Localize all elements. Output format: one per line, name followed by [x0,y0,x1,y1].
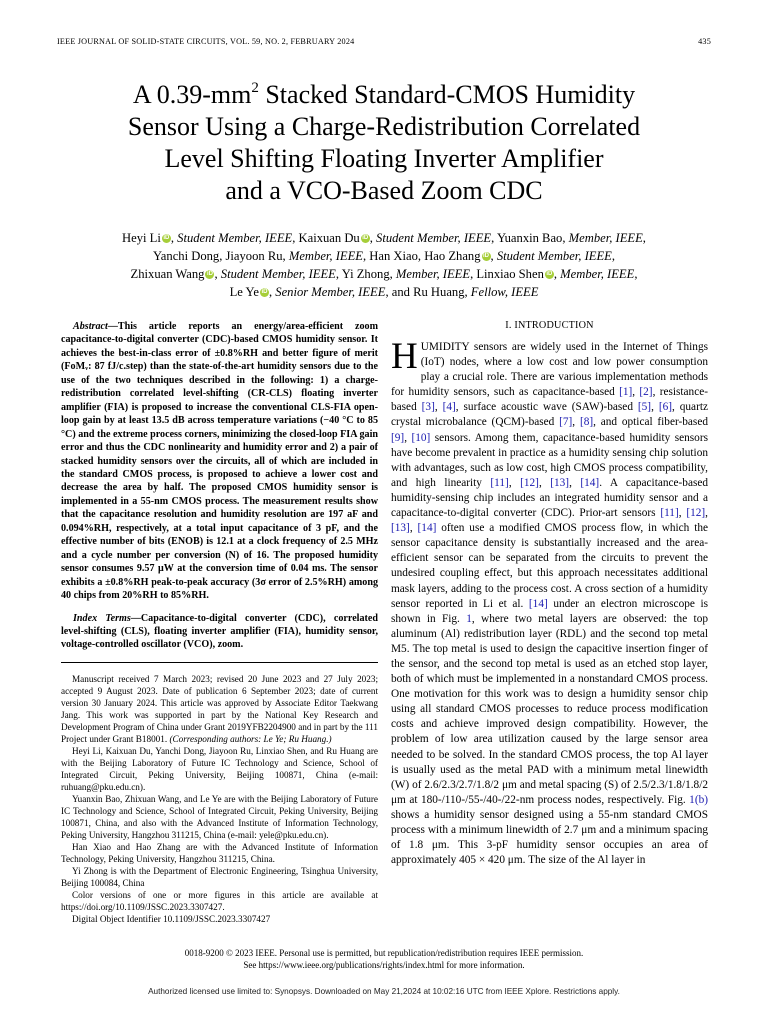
license-notice: Authorized licensed use limited to: Synopsys. Downloaded on May 21,2024 at 10:02:16 UTC from IEEE Xplore. Restrictions apply. [148,987,620,996]
author-name: Kaixuan Du [298,231,360,245]
citation-link[interactable]: [10] [411,431,431,444]
copyright-line: 0018-9200 © 2023 IEEE. Personal use is permitted, but republication/redistribution requires IEEE permission. [184,948,584,958]
footnote-affiliation: Heyi Li, Kaixuan Du, Yanchi Dong, Jiayoon Ru, Linxiao Shen, and Ru Huang are with the Beijing Laboratory of Future IC Technology and Science, School of Integrated Circuit, Peking University, Beijing 100871, China (e-mail: ruhuang@pku.edu.cn). [61,745,378,792]
author-role: Member, IEEE [395,267,471,281]
right-column [391,320,708,868]
author-name: Hao Zhang [424,249,481,263]
rights-line: See https://www.ieee.org/publications/rights/index.html for more information. [243,960,525,970]
orcid-icon[interactable]: iD [546,271,553,277]
author-name: Han Xiao [369,249,418,263]
page-number: 435 [698,37,711,46]
footnote-text: Manuscript received 7 March 2023; revised 20 June 2023 and 27 July 2023; accepted 9 August 2023. Date of publication 6 September 2023; date of current version 30 January 2024. This article was approved by Associate Editor Taekwang Jang. This work was supported in part by the National Key Research and Development Program of China under Grant 2019YFB2204900 and in part by the 111 Project under Grant B18001. [61,673,378,744]
footnotes [61,673,378,925]
orcid-icon[interactable]: iD [163,235,170,241]
citation-link[interactable]: [2] [639,386,653,399]
footnote-manuscript [61,673,378,745]
citation-link[interactable]: [7] [559,416,573,429]
journal-header: IEEE JOURNAL OF SOLID-STATE CIRCUITS, VOL. 59, NO. 2, FEBRUARY 2024 [57,37,355,46]
footnote-color-versions: Color versions of one or more figures in this article are available at https://doi.org/10.1109/JSSC.2023.3307427. [61,889,378,912]
author-list: Heyi Li iD , Student Member, IEEE, Kaixuan Du iD , Student Member, IEEE, Yuanxin Bao, Member, IEEE, Yanchi Dong, Jiayoon Ru, Member, IEEE, Han Xiao, Hao Zhang iD , Student Member, IEEE, Zhixuan Wang iD , Student Member, IEEE, Yi Zhong, Member, IEEE, Linxiao Shen iD , Member, IEEE, Le Ye iD , Senior Member, IEEE, and Ru Huang, Fellow, IEEE [122,231,646,299]
introduction-text: HUMIDITY sensors are widely used in the Internet of Things (IoT) nodes, where a low cost and low power consumption play a crucial role. There are various implementation methods for humidity sensors, such as capacitance-based [1], [2], resistance-based [3], [4], surface acoustic wave (SAW)-based [5], [6], quartz crystal microbalance (QCM)-based [7], [8], and optical fiber-based [9], [10] sensors. Among them, capacitance-based humidity sensors have become prevalent in practice as a humidity sensing chip solution with advantages, such as low cost, high CMOS process compatibility, and high linearity [11], [12], [13], [14]. A capacitance-based humidity-sensing chip includes an integrated humidity sensor and a capacitance-to-digital converter (CDC). Prior-art sensors [11], [12], [13], [14] often use a modified CMOS process flow, in which the sensor capacitance density is substantially increased and the area-efficient sensor can be separated from the circuits to prevent the undesired coupling effect, but this approach necessitates additional mask layers, adding to the process cost. A cross section of a humidity sensor reported in Li et al. [14] under an electron microscope is shown in Fig. 1, where two metal layers are observed: the top aluminum (Al) redistribution layer (RDL) and the second top metal M5. The top metal is used to design the capacitive insertion finger of the sensor, and the second top metal is used as an etched stop layer, both of which must be implemented in a nonstandard CMOS process. One motivation for this work was to design a humidity sensor chip using all standard CMOS processes to reduce process modification costs and achieve improved design compatibility. However, the problem of low area utilization caused by the large sensor area needed to be solved. In the standard CMOS process, the top Al layer is usually used as the metal PAD with a minimum metal linewidth (W) of 2.6/2.3/2.7/1.8/2 μm and metal spacing (S) of 2.5/2.3/1.8/1.8/2 μm at 180-/110-/55-/40-/22-nm process nodes, respectively. Fig. 1(b) shows a humidity sensor designed using a 55-nm standard CMOS process with a minimum linewidth of 2.7 μm and a minimum spacing of 1.8 μm. This 3-pF humidity sensor occupies an area of approximately 405 × 420 μm. The size of the Al layer in [391,336,709,867]
left-column [61,320,378,925]
abstract-lead: Abstract [73,321,108,332]
index-terms [61,612,378,652]
citation-link[interactable]: [3] [421,401,435,414]
copyright-notice [60,947,708,971]
body-text: often use a modified CMOS process flow, in which the sensor capacitance density is substantially increased and the area-efficient sensor can be separated from the circuits to prevent the undesired coupling effect, but this approach necessitates additional mask layers, adding to the process cost. A cross section of a humidity sensor reported in Li et al. [391,522,708,610]
title-line-3: Level Shifting Floating Inverter Amplifier [164,144,604,173]
author-role: Student Member, IEEE [376,231,492,245]
body-text: , quartz crystal microbalance (QCM)-based [391,401,708,429]
orcid-icon[interactable]: iD [362,235,369,241]
citation-link[interactable]: [12] [686,507,706,520]
orcid-icon[interactable]: iD [206,271,213,277]
citation-link[interactable]: [11] [490,476,509,489]
corresponding-authors: (Corresponding authors: Le Ye; Ru Huang.) [169,733,332,744]
footnote-affiliation: Han Xiao and Hao Zhang are with the Advanced Institute of Information Technology, Peking University, Hangzhou 311215, China. [61,841,378,864]
footnote-affiliation: Yuanxin Bao, Zhixuan Wang, and Le Ye are with the Beijing Laboratory of Future IC Technology and Science, School of Integrated Circuit, Peking University, Beijing 100871, China, and also with the Advanced Institute of Information Technology, Peking University, Hangzhou 311215, China (e-mail: yele@pku.edu.cn). [61,793,378,840]
author-name: Heyi Li [122,231,161,245]
body-text: UMIDITY sensors are widely used in the Internet of Things (IoT) nodes, where a low cost and low power consumption play a crucial role. There are various implementation methods for humidity sensors, such as capacitance-based [391,341,708,399]
citation-link[interactable]: [5] [637,401,652,414]
paper-title [60,79,708,207]
author-name: Linxiao Shen [476,267,544,281]
citation-link[interactable]: [1] [619,386,633,399]
title-line-1-post: Stacked Standard-CMOS Humidity [258,80,636,109]
author-role: Fellow, IEEE [470,285,539,299]
author-role: Student Member, IEEE [177,231,293,245]
citation-link[interactable]: [14] [580,476,600,489]
body-text: shows a humidity sensor designed using a 55-nm standard CMOS process with a minimum linewidth of 2.7 μm and a minimum spacing of 1.8 μm. This 3-pF humidity sensor occupies an area of approximately 405 × 420 μm. The size of the Al layer in [391,808,708,867]
citation-link[interactable]: [11] [660,507,679,520]
body-text: under an electron microscope is shown in Fig. [391,597,708,625]
body-text: , and optical fiber-based [593,416,708,429]
footnote-affiliation: Yi Zhong is with the Department of Electronic Engineering, Tsinghua University, Beijing 100084, China [61,865,378,888]
citation-link[interactable]: [14] [528,597,548,610]
author-name: Le Ye [229,285,259,299]
index-terms-lead: Index Terms [73,612,131,624]
citation-link[interactable]: [12] [520,476,539,489]
author-role: Member, IEEE [568,231,643,245]
footnote-doi: Digital Object Identifier 10.1109/JSSC.2023.3307427 [72,913,271,924]
author-name: Zhixuan Wang [130,267,205,281]
body-text: , surface acoustic wave (SAW)-based [455,401,638,414]
title-superscript: 2 [251,80,259,96]
footnote-divider [61,662,378,663]
body-text: sensors. Among them, capacitance-based humidity sensors have become prevalent in practice as a humidity sensing chip solution with advantages, such as low cost, high CMOS process compatibility, and high linearity [391,431,708,489]
section-heading: I. INTRODUCTION [505,320,594,331]
body-text: . A capacitance-based humidity-sensing chip includes an integrated humidity sensor and a capacitance-to-digital converter (CDC). Prior-art sensors [391,476,709,520]
citation-link[interactable]: [6] [658,401,673,414]
drop-cap: H [391,336,418,377]
orcid-icon[interactable]: iD [483,253,490,259]
body-text: , resistance-based [391,386,708,414]
author-name: Yi Zhong [341,267,390,281]
abstract-text: —This article reports an energy/area-efficient zoom capacitance-to-digital converter (CDC)-based CMOS humidity sensor. It achieves the best-in-class error of ±0.8%RH and better figure of merit (FoMᵥ: 87 fJ/c.step) than the state-of-the-art humidity sensors due to the use of the two techniques described in the following: 1) a charge-redistribution correlated level-shifting (CR-CLS) floating inverter amplifier (FIA) is proposed to increase the conventional CLS-FIA open-loop gain by at least 13.5 dB across temperature variations (−40 °C to 85 °C) and the extreme process corners, minimizing the closed-loop FIA gain error and thus the CDC nonlinearity and humidity error and 2) a pair of stacked humidity sensors over the circuits, all of which are included in the standard CMOS process, is proposed to achieve a lower cost and decrease the area by half. The proposed CMOS humidity sensor is implemented in a 55-nm CMOS process. The measurement results show that the capacitance resolution and humidity resolution are 197 aF and 0.094%RH, respectively, at a total input capacitance of 3 pF, and the effective number of bits (ENOB) is 12.1 at a clock frequency of 2.5 MHz and a cycle number per conversion (N) of 16. The proposed humidity sensor consumes 9.57 μW at the conversion time of 0.04 ms. The sensor exhibits a ±0.8%RH peak-to-peak accuracy (3σ error of 2.5%RH) among 40 chips from 20%RH to 85%RH. [61,321,378,602]
title-line-4: and a VCO-Based Zoom CDC [225,176,543,205]
author-name: Ru Huang [413,285,465,299]
author-name: Yuanxin Bao [496,231,563,245]
author-role: Student Member, IEEE [220,267,336,281]
author-role: Senior Member, IEEE [275,285,386,299]
citation-link[interactable]: [14] [417,522,437,535]
abstract [61,320,378,603]
running-header [57,37,711,49]
author-name: Jiayoon Ru [225,249,283,263]
author-role: Member, IEEE [560,267,635,281]
citation-link[interactable]: [8] [579,416,594,429]
title-line-2: Sensor Using a Charge-Redistribution Correlated [127,112,641,141]
citation-link[interactable]: [4] [442,401,456,414]
body-text: , where two metal layers are observed: the top aluminum (Al) redistribution layer (RDL) and the second top metal M5. The top metal is used to design the capacitive insertion finger of the sensor, and the second top metal is used as an etched stop layer, both of which must be implemented in a nonstandard CMOS process. One motivation for this work was to design a humidity sensor chip using all standard CMOS processes to reduce process modification costs and achieve improved design compatibility. However, the problem of low area utilization caused by the large sensor area needed to be solved. In the standard CMOS process, the top Al layer is usually used as the metal PAD with a minimum metal linewidth (W) of 2.6/2.3/2.7/1.8/2 μm and metal spacing (S) of 2.5/2.3/1.8/1.8/2 μm at 180-/110-/55-/40-/22-nm process nodes, respectively. Fig. [391,612,708,806]
citation-link[interactable]: [13] [391,522,410,535]
author-name: Yanchi Dong [152,249,220,263]
citation-link[interactable]: [13] [550,476,570,489]
author-role: Member, IEEE [288,249,363,263]
figure-link[interactable]: 1 [466,612,472,625]
title-line-1-pre: A 0.39-mm [132,80,252,109]
figure-link[interactable]: 1(b) [689,793,708,806]
author-role: Student Member, IEEE [496,249,612,263]
citation-link[interactable]: [9] [391,431,405,444]
orcid-icon[interactable]: iD [261,289,268,295]
index-terms-text: —Capacitance-to-digital converter (CDC), correlated level-shifting (CLS), floating inverter amplifier (FIA), humidity sensor, voltage-controlled oscillator (VCO), zoom. [61,612,378,651]
